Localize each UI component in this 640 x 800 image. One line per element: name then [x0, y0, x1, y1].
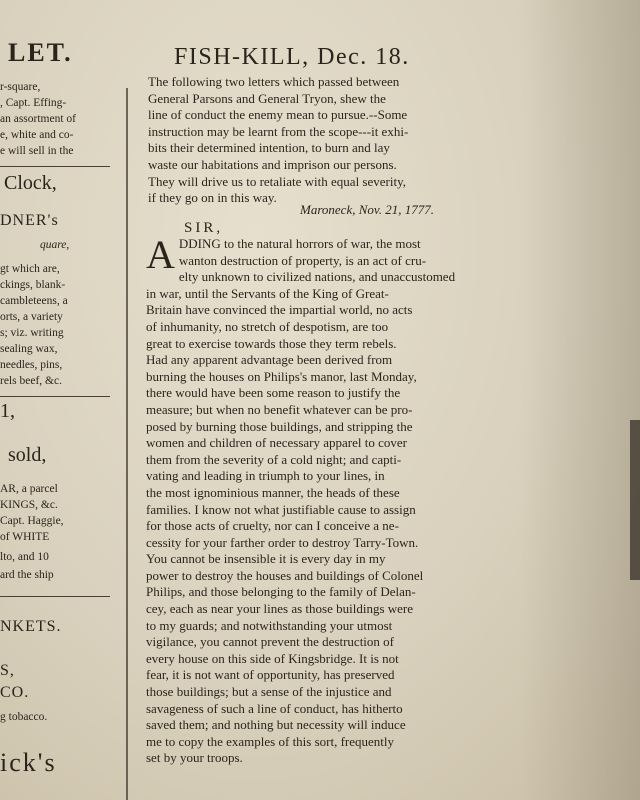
ad-line: Capt. Haggie, [0, 515, 64, 527]
body-line: savageness of such a line of conduct, has hitherto [146, 700, 403, 716]
ad-line: orts, a variety [0, 311, 63, 323]
article-headline: FISH-KILL, Dec. 18. [174, 44, 410, 70]
intro-line: They will drive us to retaliate with equal severity, [148, 173, 406, 189]
body-line: saved them; and nothing but necessity will induce [146, 717, 406, 733]
body-line: families. I know not what justifiable cause to assign [146, 501, 416, 517]
intro-line: if they go on in this way. [148, 190, 277, 206]
body-line: elty unknown to civilized nations, and unaccustomed [178, 269, 456, 285]
ad-line: quare, [40, 239, 70, 251]
ad-line: r-square, [0, 81, 41, 93]
intro-line: instruction may be learnt from the scope---it exhi- [148, 123, 409, 139]
ad-heading: ick's [0, 748, 57, 777]
ad-line: e, white and co- [0, 129, 74, 141]
letter-salutation: SIR, [184, 220, 224, 236]
ad-line: rels beef, &c. [0, 375, 62, 387]
body-line: those buildings; but a sense of the injustice and [146, 684, 392, 700]
body-line: vating and leading in triumph to your lines, in [146, 468, 385, 484]
body-line: Philips, and those belonging to the family of Delan- [146, 584, 416, 600]
intro-line: waste our habitations and imprison our persons. [148, 156, 397, 172]
column-divider [0, 166, 110, 167]
letter-dateline: Maroneck, Nov. 21, 1777. [300, 202, 434, 217]
body-line: cessity for your farther order to destroy Tarry-Town. [146, 534, 419, 550]
ad-line: cambleteens, a [0, 295, 68, 307]
ad-line: needles, pins, [0, 359, 63, 371]
body-line: women and children of necessary apparel to cover [146, 435, 407, 451]
ad-heading: NKETS. [0, 618, 62, 635]
body-line: for those acts of cruelty, nor can I conceive a ne- [146, 518, 399, 534]
left-column-advertisements [0, 0, 122, 800]
intro-line: line of conduct the enemy mean to pursue.--Some [148, 107, 408, 123]
body-line: Britain have convinced the impartial world, no acts [146, 302, 413, 318]
body-line: vigilance, you cannot prevent the destruction of [146, 634, 395, 650]
ad-heading: 1, [0, 400, 15, 422]
body-line: them from the severity of a cold night; and capti- [146, 451, 402, 467]
ad-line: gt which are, [0, 263, 60, 275]
ad-line: ard the ship [0, 569, 54, 581]
drop-cap: A [146, 232, 175, 277]
body-line: the most ignominious manner, the heads of these [146, 484, 400, 500]
ad-line: g tobacco. [0, 711, 48, 723]
body-line: Had any apparent advantage been derived from [146, 352, 393, 368]
ad-line: KINGS, &c. [0, 499, 58, 511]
ad-heading: DNER's [0, 212, 59, 229]
body-line: in war, until the Servants of the King of Great- [146, 285, 389, 301]
ad-line: lto, and 10 [0, 551, 49, 563]
ad-heading: sold, [8, 444, 47, 466]
ad-heading: Clock, [4, 172, 57, 194]
body-line: cey, each as near your lines as those buildings were [146, 601, 414, 617]
letter-body [146, 232, 520, 767]
ad-line: an assortment of [0, 113, 77, 125]
body-line: You cannot be insensible it is every day in my [146, 551, 386, 567]
body-line: set by your troops. [146, 750, 243, 766]
ad-line: sealing wax, [0, 343, 58, 355]
column-divider [0, 596, 110, 597]
ad-line: ckings, blank- [0, 279, 66, 291]
column-rule [126, 88, 128, 800]
body-line: great to exercise towards those they term rebels. [146, 335, 397, 351]
body-line: power to destroy the houses and buildings of Colonel [146, 567, 424, 583]
left-heading: LET. [8, 38, 73, 67]
body-line: wanton destruction of property, is an act of cru- [178, 252, 427, 268]
intro-line: bits their determined intention, to burn and lay [148, 140, 390, 156]
body-line: to my guards; and notwithstanding your utmost [146, 617, 393, 633]
column-divider [0, 396, 110, 397]
body-line: DDING to the natural horrors of war, the most [178, 236, 421, 251]
intro-line: The following two letters which passed between [148, 74, 400, 89]
body-line: fear, it is not want of opportunity, has preserved [146, 667, 395, 683]
ad-heading: S, [0, 662, 15, 679]
body-line: burning the houses on Philips's manor, last Monday, [146, 368, 417, 384]
ad-line: of WHITE [0, 531, 50, 543]
body-line: every house on this side of Kingsbridge. It is not [146, 650, 399, 666]
ad-line: , Capt. Effing- [0, 97, 67, 109]
ad-line: AR, a parcel [0, 483, 58, 495]
body-line: of inhumanity, no stretch of despotism, are too [146, 318, 389, 334]
ad-heading: CO. [0, 684, 30, 701]
intro-line: General Parsons and General Tryon, shew the [148, 90, 386, 106]
ad-line: s; viz. writing [0, 327, 64, 339]
body-line: me to copy the examples of this sort, frequently [146, 733, 395, 749]
page-edge-shadow [630, 420, 640, 580]
ad-line: e will sell in the [0, 145, 74, 157]
body-line: posed by burning those buildings, and stripping the [146, 418, 413, 434]
body-line: there would have been some reason to justify the [146, 385, 401, 401]
article-intro [148, 74, 520, 207]
body-line: measure; but when no benefit whatever can be pro- [146, 401, 413, 417]
